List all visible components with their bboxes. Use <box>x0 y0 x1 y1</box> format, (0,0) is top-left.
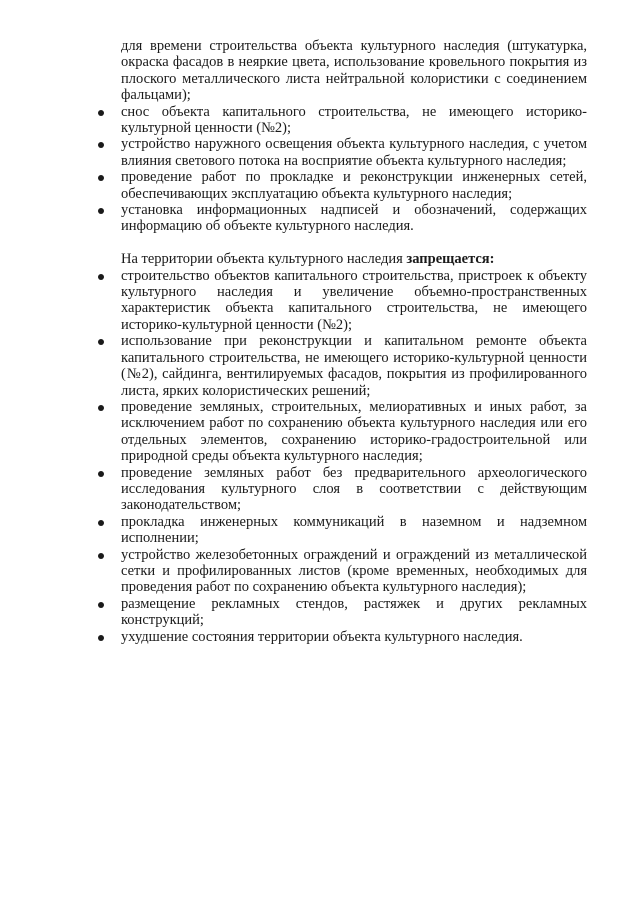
list-item-text: установка информационных надписей и обозначений, содержащих информацию об объекте культурного наследия. <box>121 202 587 235</box>
prohibited-intro <box>121 251 587 267</box>
list-item <box>121 202 587 235</box>
bullet-icon <box>98 602 104 608</box>
list-item-text: проведение земляных работ без предварительного археологического исследования культурного слоя в соответствии с действующим законодательством; <box>121 464 587 514</box>
bullet-icon <box>98 208 104 214</box>
list-item-text: использование при реконструкции и капитальном ремонте объекта капитального строительства, не имеющего историко-культурной ценности (№2), сайдинга, вентилируемых фасадов, покрытия из профилированного листа, ярких колористических решений; <box>121 333 587 399</box>
list-item-text: снос объекта капитального строительства, не имеющего историко-культурной ценности (№2); <box>121 103 587 137</box>
list-item <box>121 268 587 334</box>
list-item <box>121 399 587 465</box>
list-item-text: прокладка инженерных коммуникаций в наземном и надземном исполнении; <box>121 513 587 547</box>
list-item-text: ухудшение состояния территории объекта культурного наследия. <box>121 628 523 645</box>
list-item <box>121 333 587 399</box>
list-item-text: строительство объектов капитального строительства, пристроек к объекту культурного наследия и увеличение объемно-пространственных характеристик объекта капитального строительства, не имеющего историко-культурной ценности (№2); <box>121 267 587 333</box>
list-item-text: устройство наружного освещения объекта культурного наследия, с учетом влияния светового потока на восприятие объекта культурного наследия; <box>121 136 587 169</box>
list-item <box>121 629 587 645</box>
list-item <box>121 465 587 514</box>
prohibited-intro-emphasis: запрещается: <box>406 251 495 268</box>
bullet-icon <box>98 142 104 148</box>
bullet-icon <box>98 520 104 526</box>
list-item <box>121 104 587 137</box>
bullet-icon <box>98 110 104 116</box>
bullet-icon <box>98 635 104 641</box>
prohibited-intro-text: На территории объекта культурного наследия <box>121 251 407 268</box>
list-item-text: проведение работ по прокладке и реконструкции инженерных сетей, обеспечивающих эксплуатацию объекта культурного наследия; <box>121 169 587 202</box>
list-item <box>121 136 587 169</box>
list-item-text: устройство железобетонных ограждений и ограждений из металлической сетки и профилированных листов (кроме временных, необходимых для проведения работ по сохранению объекта культурного наследия); <box>121 546 587 596</box>
list-item <box>121 169 587 202</box>
list-item-text: размещение рекламных стендов, растяжек и других рекламных конструкций; <box>121 595 587 629</box>
bullet-icon <box>98 405 104 411</box>
list-item <box>121 514 587 547</box>
bullet-icon <box>98 553 104 559</box>
prohibited-works-list <box>121 268 587 645</box>
allowed-works-list <box>121 104 587 235</box>
list-item-text: проведение земляных, строительных, мелиоративных и иных работ, за исключением работ по сохранению объекта культурного наследия или его отдельных элементов, сохранению историко-градостроительной или природной среды объекта культурного наследия; <box>121 398 587 465</box>
bullet-icon <box>98 339 104 345</box>
bullet-icon <box>98 471 104 477</box>
list-item <box>121 547 587 596</box>
continuation-paragraph: для времени строительства объекта культурного наследия (штукатурка, окраска фасадов в неяркие цвета, использование кровельного покрытия из плоского металлического листа нейтральной колористики с соединением фальцами); <box>121 38 587 104</box>
list-item <box>121 596 587 629</box>
bullet-icon <box>98 274 104 280</box>
document-body <box>121 38 587 645</box>
bullet-icon <box>98 175 104 181</box>
